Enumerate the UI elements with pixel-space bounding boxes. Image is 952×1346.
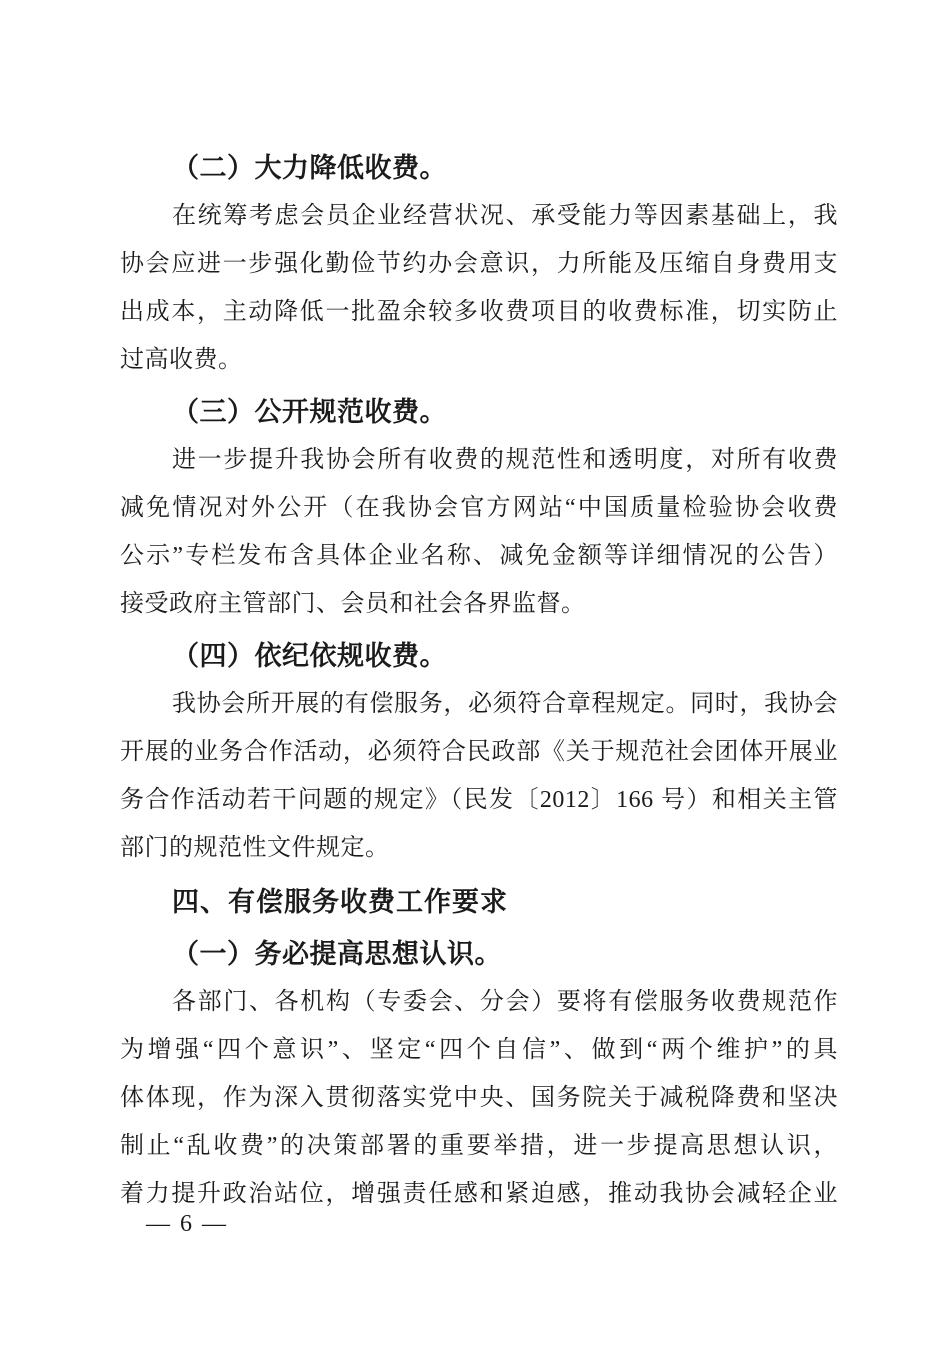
body-text-line: 制止“乱收费”的决策部署的重要举措，进一步提高思想认识， [120, 1133, 838, 1159]
body-text-line: 接受政府主管部门、会员和社会各界监督。 [120, 591, 586, 617]
body-text-line: 着力提升政治站位，增强责任感和紧迫感，推动我协会减轻企业 [120, 1181, 838, 1207]
section-heading: （一）务必提高思想认识。 [172, 939, 502, 969]
section-heading: （二）大力降低收费。 [172, 153, 447, 183]
body-text-line: 协会应进一步强化勤俭节约办会意识，力所能及压缩自身费用支 [120, 251, 838, 277]
body-text-line: 体体现，作为深入贯彻落实党中央、国务院关于减税降费和坚决 [120, 1085, 838, 1111]
body-text-line: 公示”专栏发布含具体企业名称、减免金额等详细情况的公告） [120, 543, 838, 569]
section-heading: 四、有偿服务收费工作要求 [172, 887, 508, 917]
body-text-line: 减免情况对外公开（在我协会官方网站“中国质量检验协会收费 [120, 495, 838, 521]
section-heading: （四）依纪依规收费。 [172, 641, 447, 671]
body-text-line: 我协会所开展的有偿服务，必须符合章程规定。同时，我协会 [172, 691, 838, 717]
body-text-line: 务合作活动若干问题的规定》（民发〔2012〕166 号）和相关主管 [120, 787, 838, 813]
body-text-line: 各部门、各机构（专委会、分会）要将有偿服务收费规范作 [172, 989, 838, 1015]
body-text-line: 过高收费。 [120, 347, 243, 373]
body-text-line: 开展的业务合作活动，必须符合民政部《关于规范社会团体开展业 [120, 739, 838, 765]
page-number: — 6 — [146, 1211, 228, 1237]
body-text-line: 部门的规范性文件规定。 [120, 835, 390, 861]
section-heading: （三）公开规范收费。 [172, 397, 447, 427]
document-body [120, 140, 838, 1218]
body-text-line: 为增强“四个意识”、坚定“四个自信”、做到“两个维护”的具 [120, 1037, 838, 1063]
body-text-line: 进一步提升我协会所有收费的规范性和透明度，对所有收费 [172, 447, 838, 473]
body-text-line: 出成本，主动降低一批盈余较多收费项目的收费标准，切实防止 [120, 299, 838, 325]
body-text-line: 在统筹考虑会员企业经营状况、承受能力等因素基础上，我 [172, 203, 838, 229]
